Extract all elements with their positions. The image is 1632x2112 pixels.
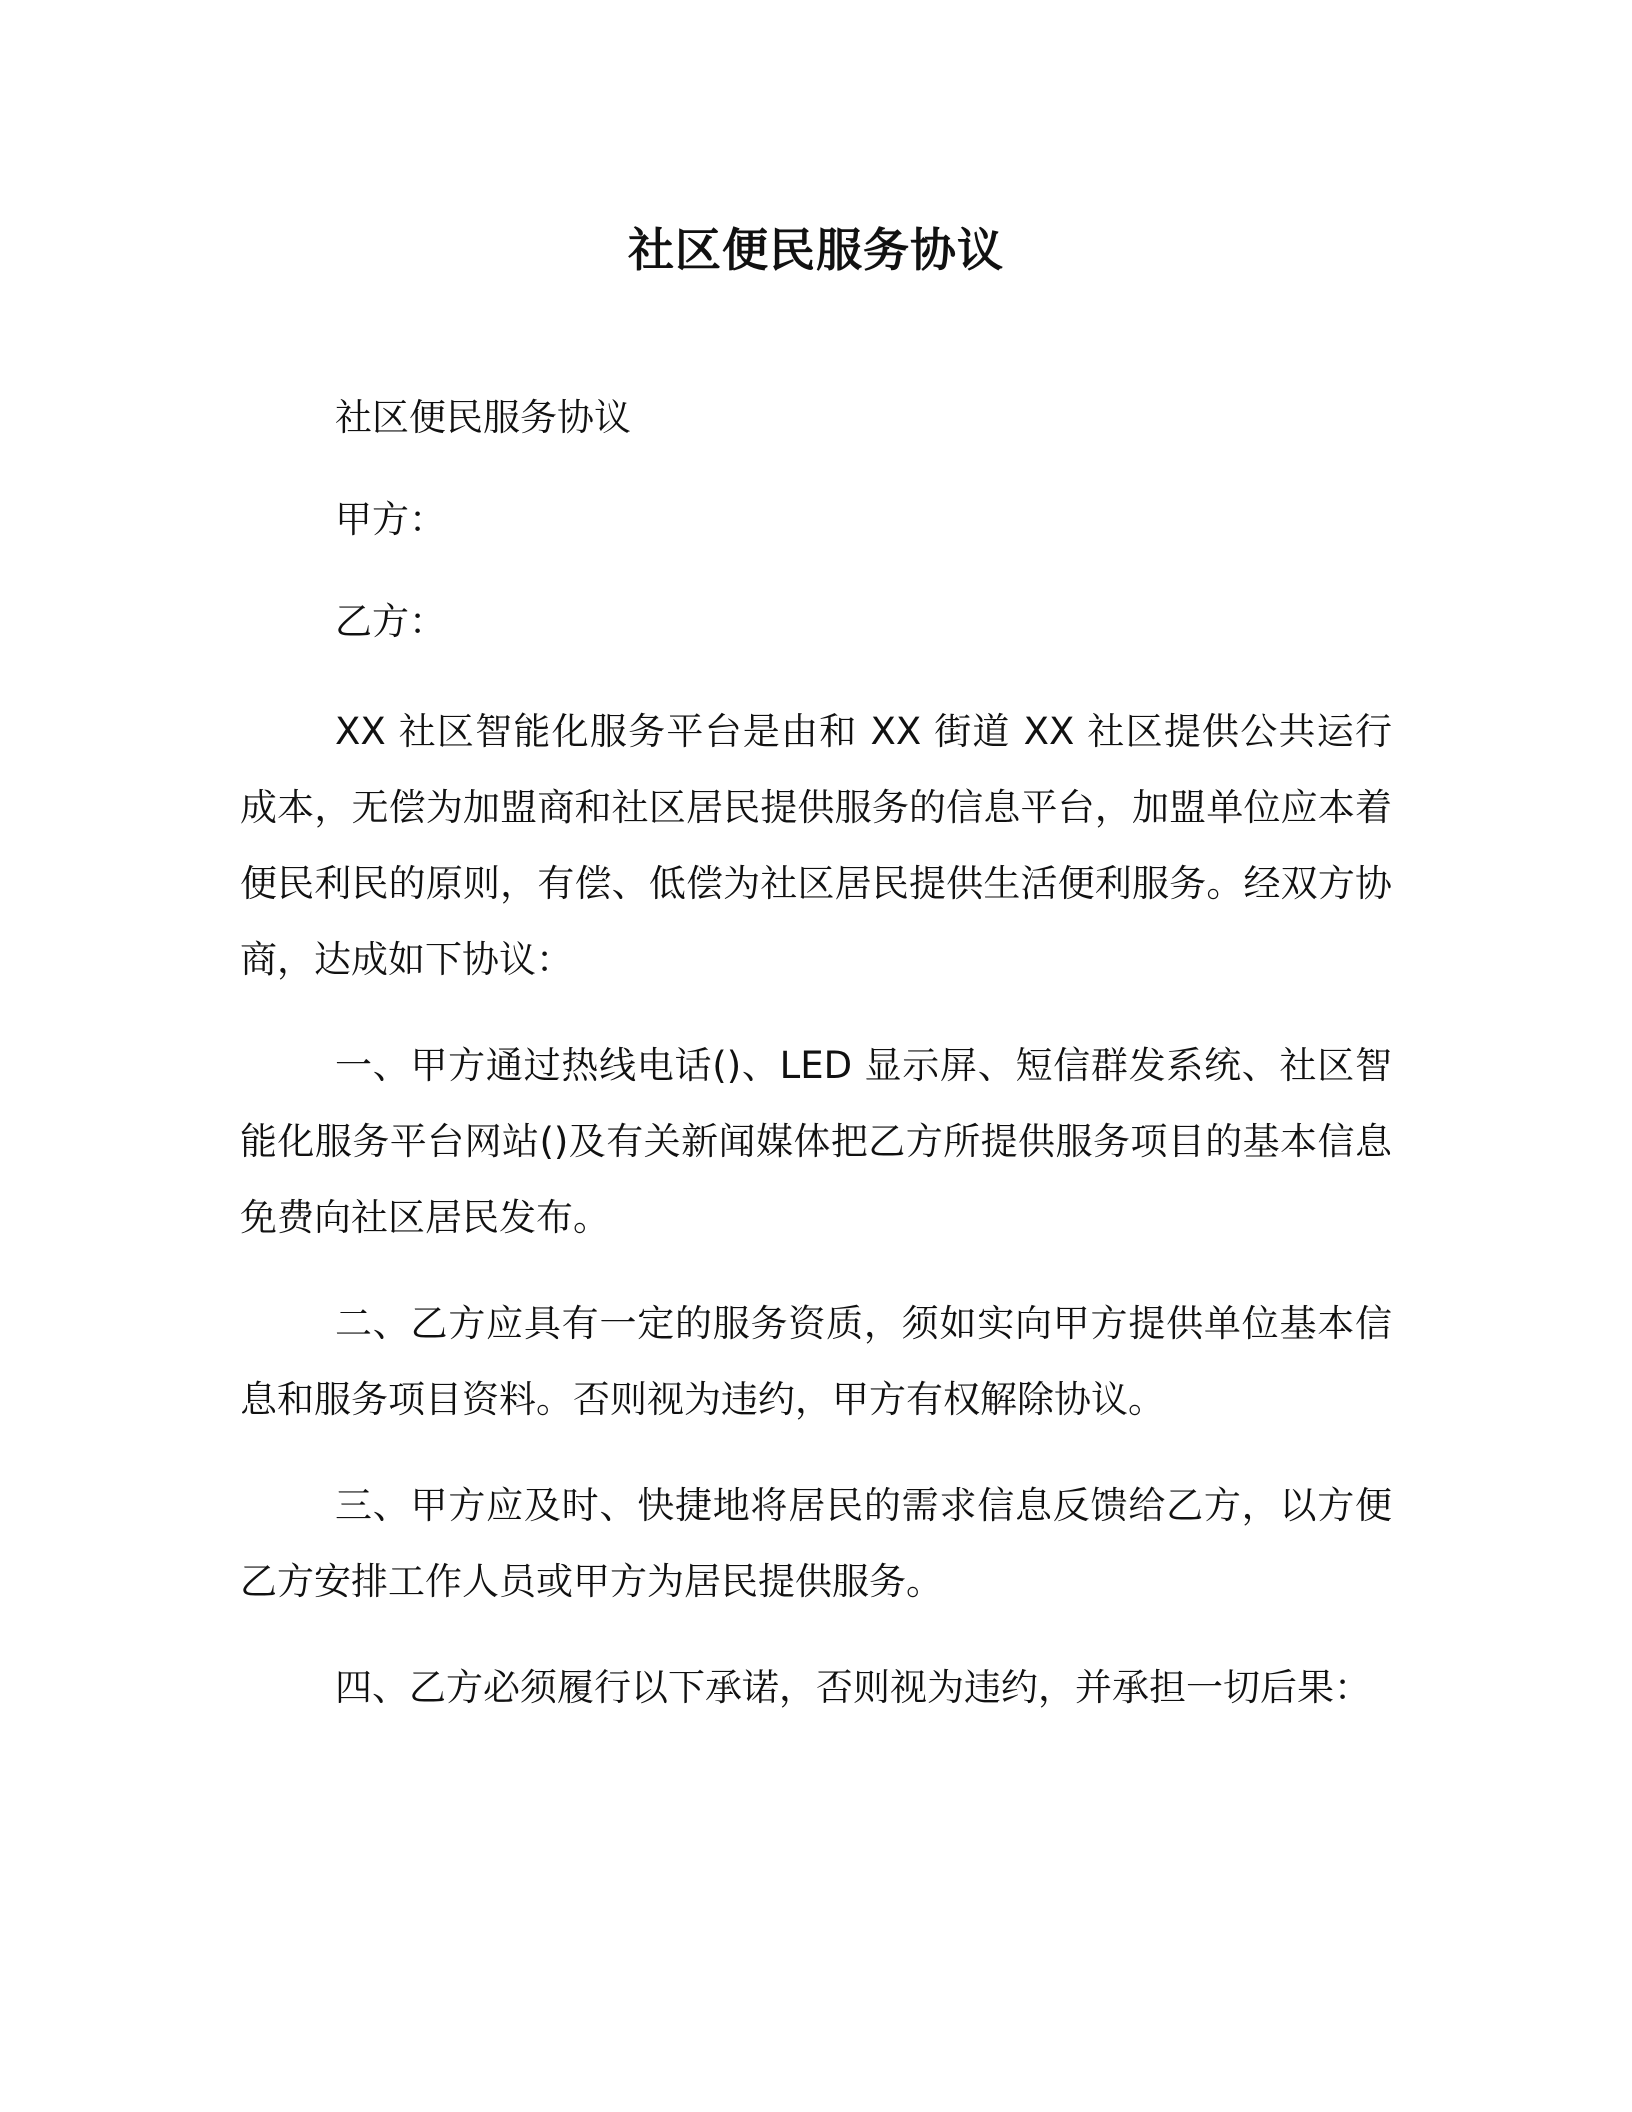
paragraph-clause-4: 四、乙方必须履行以下承诺，否则视为违约，并承担一切后果： — [335, 1666, 1371, 1709]
paragraph-party-a: 甲方： — [335, 498, 446, 541]
paragraph-party-b: 乙方： — [335, 600, 446, 643]
paragraph-clause-1: 一、甲方通过热线电话()、LED 显示屏、短信群发系统、社区智能化服务平台网站()及有关新闻媒体把乙方所提供服务项目的基本信息免费向社区居民发布。 — [240, 1044, 1392, 1239]
paragraph-clause-3: 三、甲方应及时、快捷地将居民的需求信息反馈给乙方，以方便乙方安排工作人员或甲方为居民提供服务。 — [240, 1484, 1392, 1603]
paragraph-intro: XX 社区智能化服务平台是由和 XX 街道 XX 社区提供公共运行成本，无偿为加盟商和社区居民提供服务的信息平台，加盟单位应本着便民利民的原则，有偿、低偿为社区居民提供生活便利服务。经双方协商，达成如下协议： — [240, 710, 1392, 981]
paragraph-clause-2: 二、乙方应具有一定的服务资质，须如实向甲方提供单位基本信息和服务项目资料。否则视为违约，甲方有权解除协议。 — [240, 1302, 1392, 1421]
document-title: 社区便民服务协议 — [628, 223, 1004, 277]
paragraph-subtitle: 社区便民服务协议 — [335, 396, 631, 439]
